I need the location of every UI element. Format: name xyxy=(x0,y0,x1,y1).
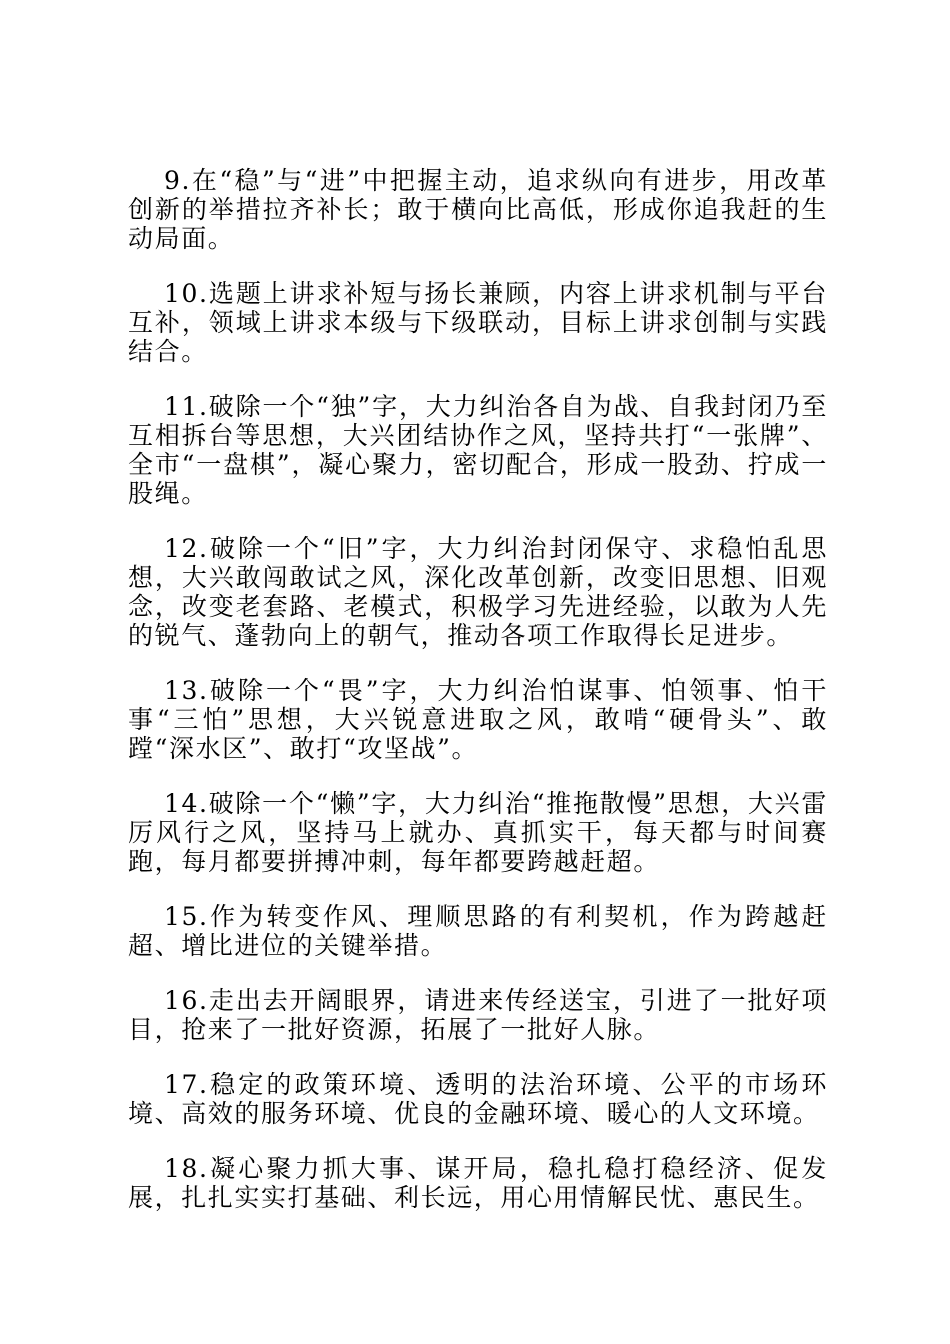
paragraph-13: 13.破除一个“畏”字，大力纠治怕谋事、怕领事、怕干事“三怕”思想，大兴锐意进取之风，敢啃“硬骨头”、敢蹚“深水区”、敢打“攻坚战”。 xyxy=(128,676,828,763)
paragraph-16: 16.走出去开阔眼界，请进来传经送宝，引进了一批好项目，抢来了一批好资源，拓展了一批好人脉。 xyxy=(128,986,828,1044)
paragraph-17: 17.稳定的政策环境、透明的法治环境、公平的市场环境、高效的服务环境、优良的金融环境、暖心的人文环境。 xyxy=(128,1070,828,1128)
paragraph-14: 14.破除一个“懒”字，大力纠治“推拖散慢”思想，大兴雷厉风行之风，坚持马上就办、真抓实干，每天都与时间赛跑，每月都要拼搏冲刺，每年都要跨越赶超。 xyxy=(128,789,828,876)
paragraph-11: 11.破除一个“独”字，大力纠治各自为战、自我封闭乃至互相拆台等思想，大兴团结协作之风，坚持共打“一张牌”、全市“一盘棋”，凝心聚力，密切配合，形成一股劲、拧成一股绳。 xyxy=(128,392,828,508)
document-body xyxy=(128,166,828,1238)
paragraph-18: 18.凝心聚力抓大事、谋开局，稳扎稳打稳经济、促发展，扎扎实实打基础、利长远，用心用情解民忧、惠民生。 xyxy=(128,1154,828,1212)
paragraph-10: 10.选题上讲求补短与扬长兼顾，内容上讲求机制与平台互补，领域上讲求本级与下级联动，目标上讲求创制与实践结合。 xyxy=(128,279,828,366)
paragraph-15: 15.作为转变作风、理顺思路的有利契机，作为跨越赶超、增比进位的关键举措。 xyxy=(128,902,828,960)
paragraph-9: 9.在“稳”与“进”中把握主动，追求纵向有进步，用改革创新的举措拉齐补长；敢于横向比高低，形成你追我赶的生动局面。 xyxy=(128,166,828,253)
paragraph-12: 12.破除一个“旧”字，大力纠治封闭保守、求稳怕乱思想，大兴敢闯敢试之风，深化改革创新，改变旧思想、旧观念，改变老套路、老模式，积极学习先进经验，以敢为人先的锐气、蓬勃向上的朝气，推动各项工作取得长足进步。 xyxy=(128,534,828,650)
